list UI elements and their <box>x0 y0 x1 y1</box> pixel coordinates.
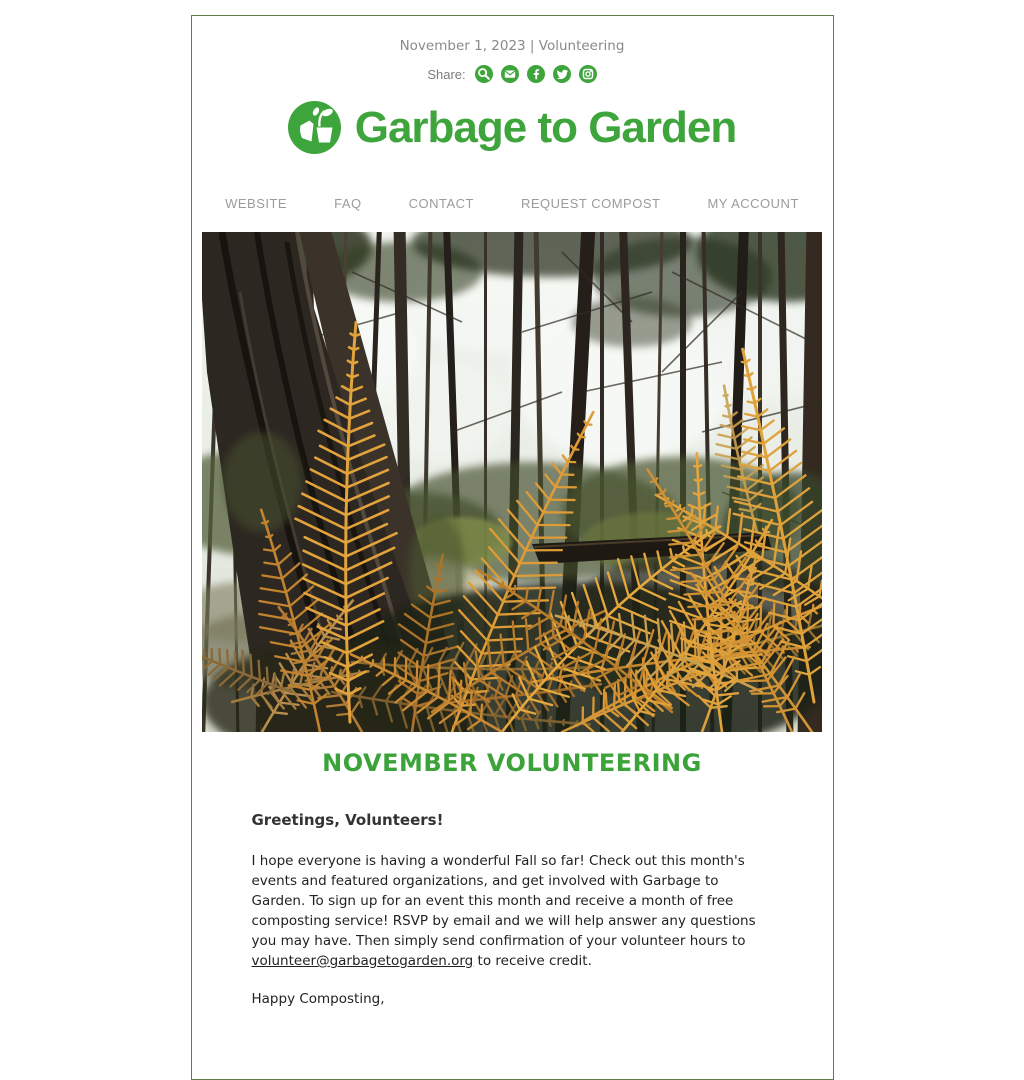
article-paragraph <box>252 851 767 971</box>
share-row <box>192 65 833 83</box>
paragraph-text-after-link: to receive credit. <box>473 953 592 969</box>
share-email-icon[interactable] <box>501 65 519 83</box>
share-twitter-icon[interactable] <box>553 65 571 83</box>
share-search-icon[interactable] <box>475 65 493 83</box>
share-instagram-icon[interactable] <box>579 65 597 83</box>
nav-bar <box>192 196 833 211</box>
article-body <box>192 811 833 1009</box>
nav-item-website[interactable]: WEBSITE <box>225 196 288 211</box>
article-heading: NOVEMBER VOLUNTEERING <box>322 749 702 777</box>
share-label: Share: <box>427 66 466 82</box>
newsletter-container <box>191 15 834 1080</box>
article-greeting: Greetings, Volunteers! <box>251 811 444 829</box>
brand-logo-text: Garbage to Garden <box>354 102 737 152</box>
nav-item-faq[interactable]: FAQ <box>334 196 362 211</box>
brand-logo[interactable] <box>192 101 833 154</box>
nav-item-request-compost[interactable]: REQUEST COMPOST <box>521 196 661 211</box>
paragraph-text-before-link: I hope everyone is having a wonderful Fall so far! Check out this month's events and featured organizations, and get involved with Garbage to Garden. To sign up for an event this month and receive a month of free composting service! RSVP by email and we will help answer any questions you may have. Then simply send confirmation of your volunteer hours to <box>251 853 756 949</box>
brand-logo-icon <box>288 101 341 154</box>
nav-item-my-account[interactable]: MY ACCOUNT <box>707 196 799 211</box>
issue-date-line: November 1, 2023 | Volunteering <box>399 38 625 54</box>
nav-item-contact[interactable]: CONTACT <box>408 196 474 211</box>
share-facebook-icon[interactable] <box>527 65 545 83</box>
article-closing: Happy Composting, <box>251 991 385 1007</box>
volunteer-email-link[interactable]: volunteer@garbagetogarden.org <box>251 953 474 969</box>
hero-photo-forest-ferns <box>202 232 822 732</box>
